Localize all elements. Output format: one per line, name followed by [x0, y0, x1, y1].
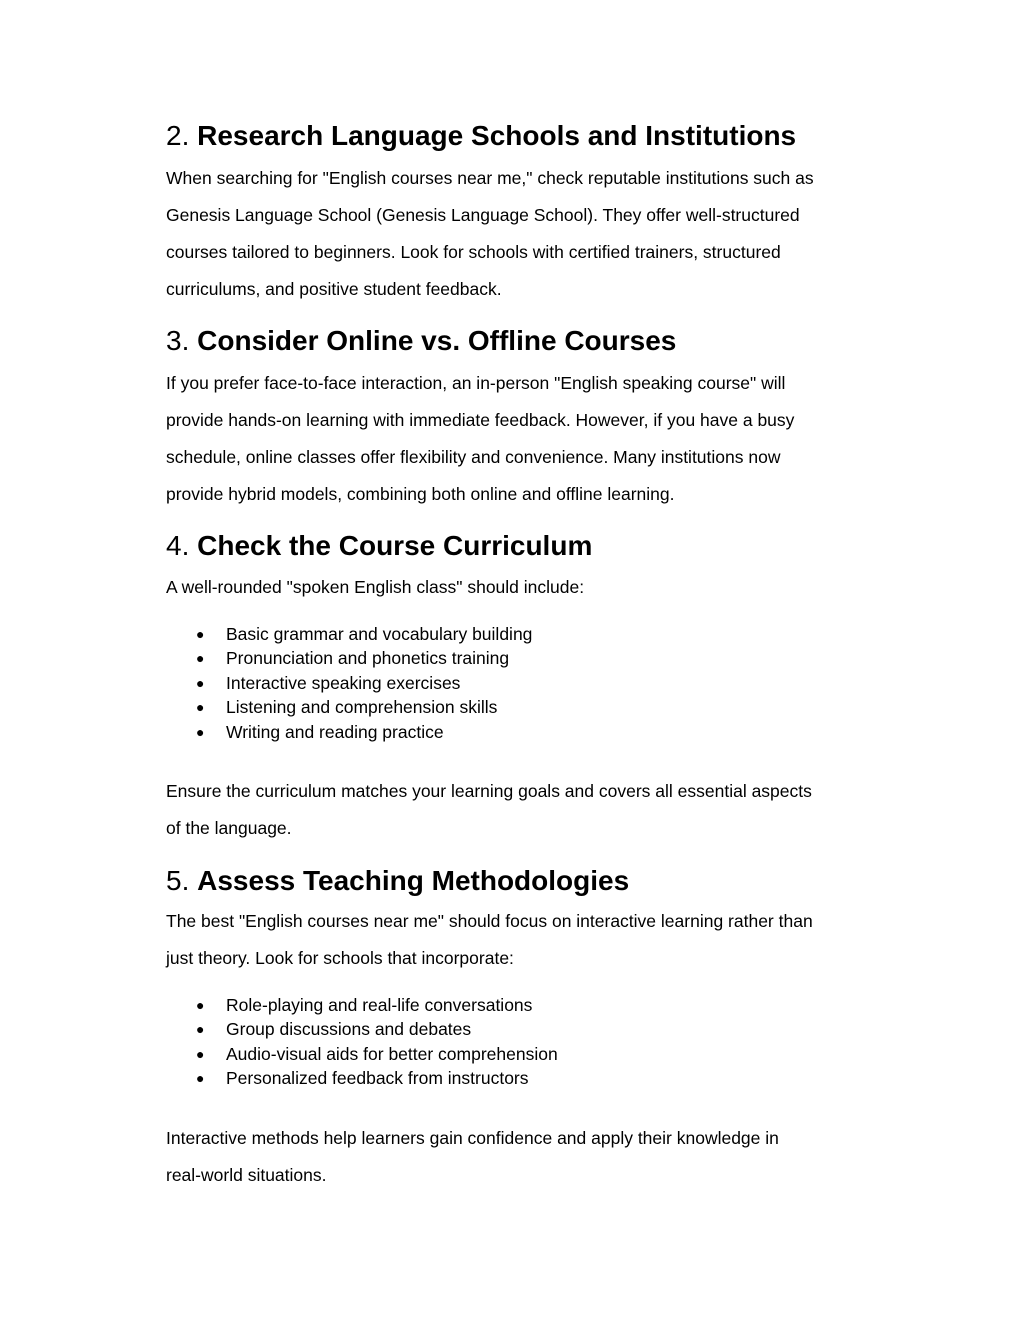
- paragraph-line: courses tailored to beginners. Look for schools with certified trainers, structured: [166, 242, 781, 262]
- paragraph-line: schedule, online classes offer flexibility and convenience. Many institutions now: [166, 447, 781, 467]
- bullet-icon: ●: [196, 1070, 205, 1087]
- bullet-icon: ●: [196, 997, 205, 1013]
- list-item: ● Pronunciation and phonetics training: [166, 646, 532, 670]
- bullet-icon: ●: [196, 674, 205, 691]
- paragraph-line: Interactive methods help learners gain confidence and apply their knowledge in: [166, 1128, 779, 1148]
- paragraph-line: When searching for "English courses near me," check reputable institutions such as: [166, 168, 814, 188]
- list-item: ● Role-playing and real-life conversations: [166, 993, 558, 1017]
- paragraph-line: Ensure the curriculum matches your learning goals and covers all essential aspects: [166, 781, 812, 801]
- section-number: 4.: [166, 530, 190, 561]
- section-number: 2.: [166, 120, 190, 151]
- section-paragraph-2: [166, 160, 866, 308]
- list-item: ● Listening and comprehension skills: [166, 695, 532, 719]
- list-item: ● Interactive speaking exercises: [166, 671, 532, 695]
- section-closing-4: [166, 773, 866, 847]
- bullet-icon: ●: [196, 650, 205, 667]
- paragraph-line: real-world situations.: [166, 1165, 327, 1185]
- bullet-icon: ●: [196, 626, 205, 642]
- paragraph-line: The best "English courses near me" should focus on interactive learning rather than: [166, 911, 813, 931]
- list-item: ● Writing and reading practice: [166, 720, 532, 744]
- bullet-icon: ●: [196, 723, 205, 740]
- section-intro-4: [166, 569, 866, 606]
- bullet-icon: ●: [196, 1021, 205, 1038]
- methodology-bullet-list: [166, 993, 558, 1091]
- section-number: 3.: [166, 325, 190, 356]
- paragraph-line: If you prefer face-to-face interaction, an in-person "English speaking course" will: [166, 373, 786, 393]
- section-title: Assess Teaching Methodologies: [197, 865, 630, 896]
- list-item: ● Group discussions and debates: [166, 1017, 558, 1041]
- paragraph-line: of the language.: [166, 818, 292, 838]
- paragraph-line: Genesis Language School (Genesis Language School). They offer well-structured: [166, 205, 800, 225]
- paragraph-line: provide hands-on learning with immediate feedback. However, if you have a busy: [166, 410, 795, 430]
- bullet-icon: ●: [196, 699, 205, 716]
- paragraph-line: curriculums, and positive student feedback.: [166, 279, 502, 299]
- list-item: ● Basic grammar and vocabulary building: [166, 622, 532, 646]
- section-number: 5.: [166, 865, 190, 896]
- section-heading-3: [166, 325, 676, 357]
- section-heading-2: [166, 120, 796, 152]
- list-item: ● Personalized feedback from instructors: [166, 1066, 558, 1090]
- section-title: Research Language Schools and Institutions: [197, 120, 797, 151]
- section-heading-5: [166, 865, 629, 897]
- section-heading-4: [166, 530, 592, 562]
- paragraph-line: just theory. Look for schools that incorporate:: [166, 948, 514, 968]
- section-closing-5: [166, 1120, 866, 1194]
- section-title: Check the Course Curriculum: [197, 530, 593, 561]
- paragraph-line: A well-rounded "spoken English class" should include:: [166, 577, 585, 597]
- section-intro-5: [166, 903, 866, 977]
- paragraph-line: provide hybrid models, combining both online and offline learning.: [166, 484, 675, 504]
- list-item: ● Audio-visual aids for better comprehension: [166, 1042, 558, 1066]
- curriculum-bullet-list: [166, 622, 532, 744]
- section-title: Consider Online vs. Offline Courses: [197, 325, 677, 356]
- bullet-icon: ●: [196, 1045, 205, 1062]
- section-paragraph-3: [166, 365, 866, 513]
